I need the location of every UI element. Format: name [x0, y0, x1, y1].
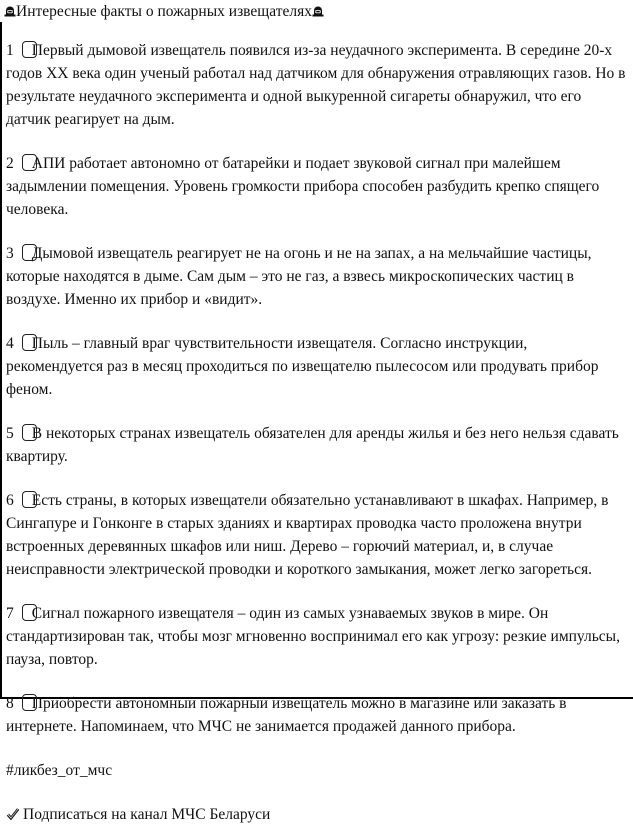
fact-number: 8 — [6, 695, 14, 712]
fact-text: Дымовой извещатель реагирует не на огонь и не на запах, а на мельчайшие частицы, которые находятся в дыме. Сам дым – это не газ, а взвесь микроскопических частиц в воздухе. Именно их прибор и «видит». — [6, 245, 592, 308]
fact-text: Пыль – главный враг чувствительности извещателя. Согласно инструкции, рекомендуется раз в месяц проходиться по извещателю пылесосом или продувать прибор феном. — [6, 335, 599, 398]
post-title-text: Интересные факты о пожарных извещателях — [16, 3, 312, 20]
fact-number: 1 — [6, 42, 14, 59]
fact-text: Есть страны, в которых извещатели обязательно устанавливают в шкафах. Например, в Сингапуре и Гонконге в старых зданиях и квартирах проводка часто проложена внутри встроенных деревянных шкафов или ниш. Дерево – горючий материал, и, в случае неисправности электрической проводки и короткого замыкания, может легко загореться. — [6, 492, 609, 578]
fact-number: 2 — [6, 155, 14, 172]
fact-item — [6, 489, 628, 581]
fact-text: Первый дымовой извещатель появился из-за неудачного эксперимента. В середине 20-х годов XX века один ученый работал над датчиком для обнаружения отравляющих газов. Но в результате неудачного эксперимента и одной выкуренной сигареты обнаружил, что его датчик реагирует на дым. — [6, 42, 626, 128]
subscribe-label[interactable]: Подписаться на канал МЧС Беларуси — [23, 806, 271, 823]
fact-text: В некоторых странах извещатель обязателен для аренды жилья и без него нельзя сдавать квартиру. — [6, 425, 619, 465]
fact-text: АПИ работает автономно от батарейки и подает звуковой сигнал при малейшем задымлении помещения. Уровень громкости прибора способен разбудить крепко спящего человека. — [6, 155, 600, 218]
fact-number: 7 — [6, 605, 14, 622]
fact-text: Сигнал пожарного извещателя – один из самых узнаваемых звуков в мире. Он стандартизирован так, чтобы мозг мгновенно воспринимал его как угрозу: резкие импульсы, пауза, повтор. — [6, 605, 620, 668]
subscribe-link[interactable] — [6, 803, 628, 828]
fact-item — [6, 39, 628, 131]
fact-number: 4 — [6, 335, 14, 352]
fact-text: Приобрести автономный пожарный извещатель можно в магазине или заказать в интернете. Напоминаем, что МЧС не занимается продажей данного прибора. — [6, 695, 567, 735]
fact-number: 5 — [6, 425, 14, 442]
fact-number: 3 — [6, 245, 14, 262]
fact-item — [6, 422, 628, 468]
fact-item — [6, 602, 628, 671]
fact-item — [6, 332, 628, 401]
hashtag-link[interactable]: #ликбез_от_мчс — [6, 762, 113, 779]
fact-item — [6, 242, 628, 311]
check-icon — [6, 805, 20, 828]
post-title — [4, 3, 324, 21]
fact-item — [6, 152, 628, 221]
post-body — [6, 39, 628, 828]
siren-icon — [312, 5, 324, 17]
siren-icon — [4, 5, 16, 17]
fact-number: 6 — [6, 492, 14, 509]
